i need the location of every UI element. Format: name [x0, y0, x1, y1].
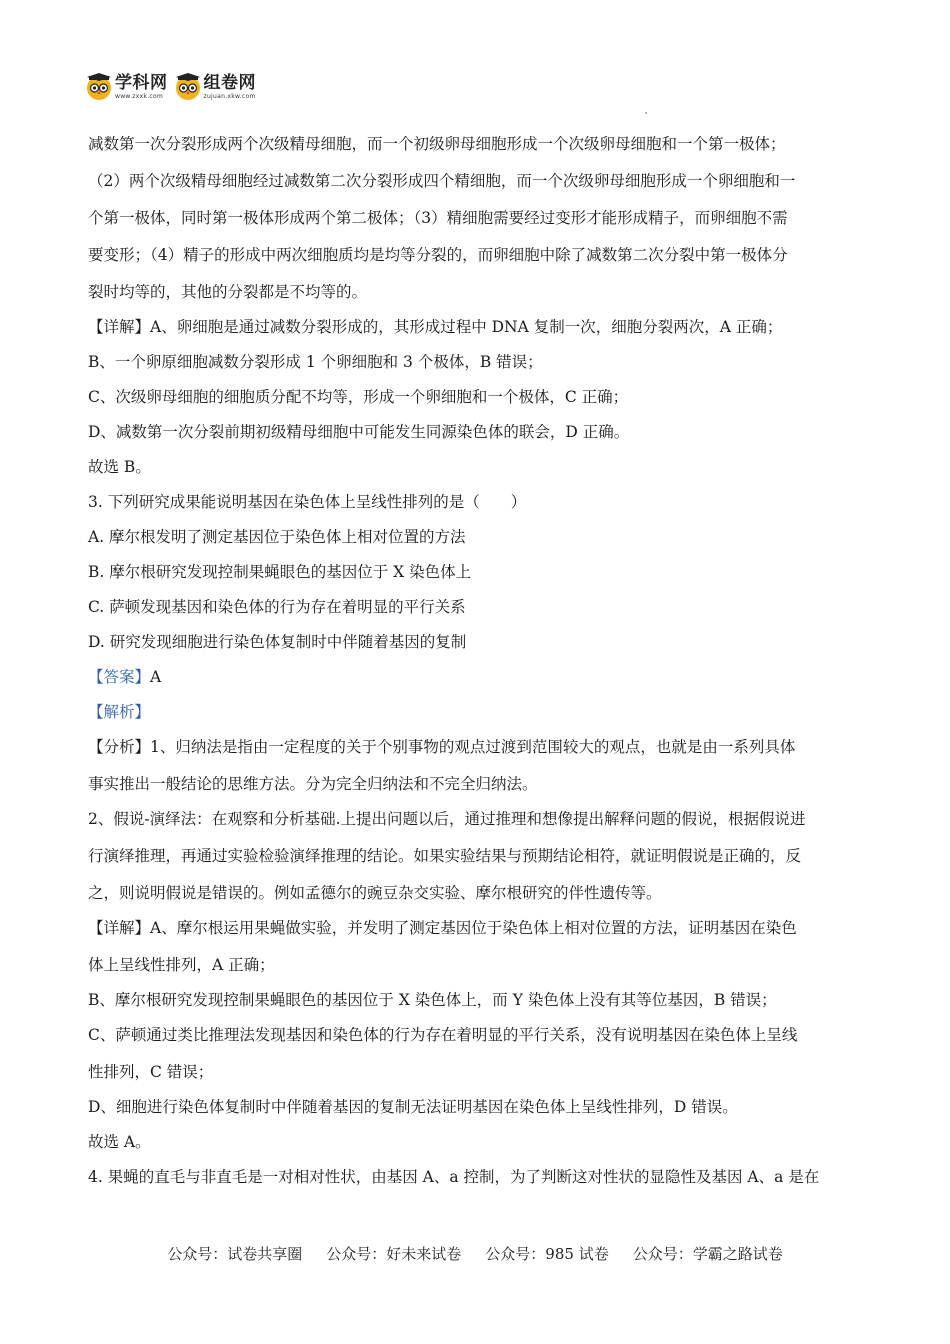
text-line	[88, 316, 782, 338]
text-line	[88, 736, 795, 758]
line-text: C. 萨顿发现基因和染色体的行为存在着明显的平行关系	[88, 598, 466, 616]
line-text: 个第一极体，同时第一极体形成两个第二极体；（3）精细胞需要经过变形才能形成精子，而卵细胞不需	[88, 209, 788, 227]
text-line	[88, 1061, 213, 1083]
text-line	[88, 1131, 151, 1153]
text-line	[88, 244, 788, 266]
text-line	[88, 561, 471, 583]
text-line	[88, 954, 275, 976]
text-line	[88, 456, 151, 478]
text-line	[88, 845, 801, 867]
line-text: 性排列，C 错误；	[88, 1063, 214, 1081]
text-line	[88, 808, 806, 830]
logo-url: zujuan.xkw.com	[203, 92, 256, 100]
line-text: A. 摩尔根发明了测定基因位于染色体上相对位置的方法	[88, 528, 466, 546]
text-line	[88, 1166, 819, 1188]
section-tag: 【解析】	[88, 703, 151, 721]
text-line	[88, 281, 367, 303]
line-text: 【分析】1、归纳法是指由一定程度的关于个别事物的观点过渡到范围较大的观点，也就是由一系列具体	[88, 738, 796, 756]
text-line	[88, 666, 161, 688]
line-text: 裂时均等的，其他的分裂都是不均等的。	[88, 283, 368, 301]
text-line	[88, 207, 788, 229]
text-line	[88, 1024, 797, 1046]
text-line	[88, 351, 543, 373]
footer-item: 公众号：学霸之路试卷	[632, 1245, 783, 1263]
line-text: 2、假说-演绎法：在观察和分析基础.上提出问题以后，通过推理和想像提出解释问题的假说，根据假说进	[88, 810, 806, 828]
text-line	[88, 701, 150, 723]
line-text: 4. 果蝇的直毛与非直毛是一对相对性状，由基因 A、a 控制，为了判断这对性状的显隐性及基因 A、a 是在	[88, 1168, 820, 1186]
line-text: 3. 下列研究成果能说明基因在染色体上呈线性排列的是（ ）	[88, 493, 527, 511]
line-text: 减数第一次分裂形成两个次级精母细胞，而一个初级卵母细胞形成一个次级卵母细胞和一个第一极体；	[88, 135, 786, 153]
line-text: B. 摩尔根研究发现控制果蝇眼色的基因位于 X 染色体上	[88, 563, 472, 581]
text-line	[88, 133, 786, 155]
text-line	[88, 773, 538, 795]
zxxk-logo[interactable]	[85, 73, 168, 101]
text-line	[88, 596, 466, 618]
line-text: 【详解】A、卵细胞是通过减数分裂形成的，其形成过程中 DNA 复制一次，细胞分裂两次，A 正确；	[88, 318, 783, 336]
line-text: 事实推出一般结论的思维方法。分为完全归纳法和不完全归纳法。	[88, 775, 538, 793]
line-text: D、减数第一次分裂前期初级精母细胞中可能发生同源染色体的联会，D 正确。	[88, 423, 630, 441]
line-text: C、萨顿通过类比推理法发现基因和染色体的行为存在着明显的平行关系，没有说明基因在染色体上呈线	[88, 1026, 798, 1044]
line-text: 要变形；（4）精子的形成中两次细胞质均是均等分裂的，而卵细胞中除了减数第二次分裂中第一极体分	[88, 246, 788, 264]
owl-icon	[174, 73, 202, 101]
footer-item: 公众号：好未来试卷	[326, 1245, 462, 1263]
logo-name: 学科网	[115, 72, 168, 93]
text-line	[88, 526, 466, 548]
text-line	[88, 421, 629, 443]
text-line	[88, 631, 466, 653]
text-line	[88, 491, 526, 513]
text-line	[88, 170, 795, 192]
line-text: 【详解】A、摩尔根运用果蝇做实验，并发明了测定基因位于染色体上相对位置的方法，证明基因在染色	[88, 919, 797, 937]
text-line	[88, 1096, 738, 1118]
section-tag: 【答案】	[88, 668, 151, 686]
text-line	[88, 882, 662, 904]
line-text: D、细胞进行染色体复制时中伴随着基因的复制无法证明基因在染色体上呈线性排列，D 错误。	[88, 1098, 738, 1116]
footer-item: 公众号：985 试卷	[485, 1245, 609, 1263]
page-footer	[0, 1243, 950, 1264]
line-text: 故选 A。	[88, 1133, 151, 1151]
text-line	[88, 989, 777, 1011]
logo-name: 组卷网	[203, 72, 256, 93]
logo-url: www.zxxk.com	[115, 92, 164, 100]
footer-item: 公众号：试卷共享圈	[167, 1245, 303, 1263]
text-line	[88, 386, 628, 408]
text-line	[88, 917, 797, 939]
line-text: 之，则说明假说是错误的。例如孟德尔的豌豆杂交实验、摩尔根研究的伴性遗传等。	[88, 884, 662, 902]
line-text: B、一个卵原细胞减数分裂形成 1 个卵细胞和 3 个极体，B 错误；	[88, 353, 543, 371]
stray-dot	[645, 112, 647, 114]
page-header	[85, 70, 262, 104]
line-text: B、摩尔根研究发现控制果蝇眼色的基因位于 X 染色体上，而 Y 染色体上没有其等位基因，B 错误；	[88, 991, 777, 1009]
line-text: C、次级卵母细胞的细胞质分配不均等，形成一个卵细胞和一个极体，C 正确；	[88, 388, 629, 406]
line-text: 行演绎推理，再通过实验检验演绎推理的结论。如果实验结果与预期结论相符，就证明假说是正确的，反	[88, 847, 802, 865]
owl-icon	[85, 73, 113, 101]
line-text: A	[150, 668, 162, 686]
zujuan-logo[interactable]	[174, 73, 257, 101]
line-text: D. 研究发现细胞进行染色体复制时中伴随着基因的复制	[88, 633, 467, 651]
line-text: （2）两个次级精母细胞经过减数第二次分裂形成四个精细胞，而一个次级卵母细胞形成一个卵细胞和一	[88, 172, 796, 190]
line-text: 故选 B。	[88, 458, 151, 476]
line-text: 体上呈线性排列，A 正确；	[88, 956, 275, 974]
